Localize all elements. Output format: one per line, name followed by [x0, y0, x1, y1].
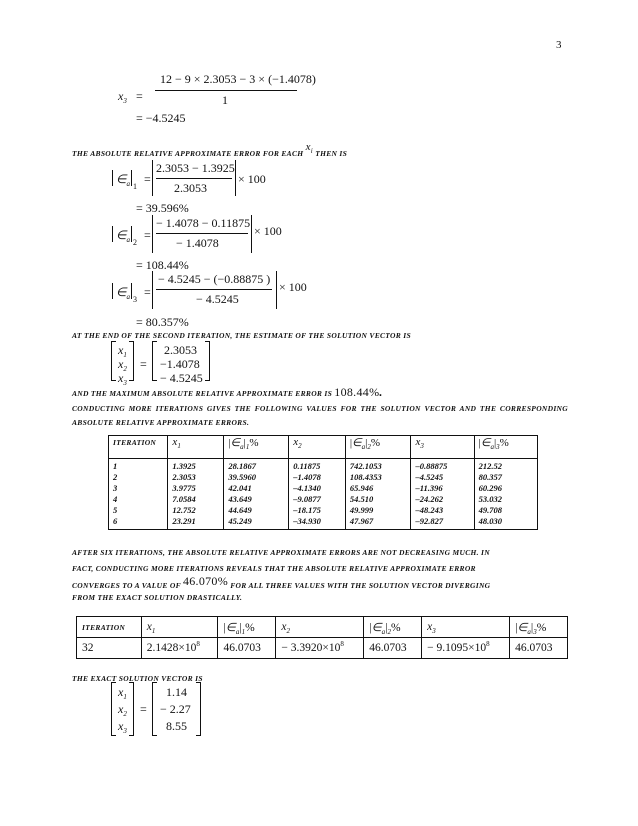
err2-label: $\in_a$ — [116, 228, 130, 244]
vec1-value-2: −1.4078 — [160, 357, 200, 371]
eq-x3-denominator: 1 — [222, 93, 228, 107]
fraction-bar — [156, 289, 272, 290]
eq-x3-lhs: $x_3$ — [118, 89, 127, 105]
err1-denominator: 2.3053 — [174, 181, 207, 195]
bracket-right — [205, 341, 210, 381]
err2-index: 2 — [133, 238, 137, 247]
header-iteration: ITERATION — [77, 617, 142, 638]
cell-x3: − $9.1095\times 10^8$ — [422, 638, 510, 659]
equals-sign: = — [144, 228, 151, 242]
table-row — [77, 638, 568, 659]
header-e2: $|\in_a|_2\%$ — [364, 617, 422, 638]
paragraph-more-iterations: CONDUCTING MORE ITERATIONS GIVES THE FOLLOWING VALUES FOR THE SOLUTION VECTOR AND THE CORRESPONDING ABSOLUTE RELATIVE APPROXIMATE ERRORS. — [72, 404, 568, 427]
bracket-left — [111, 341, 116, 381]
equals-sign: = — [144, 285, 151, 299]
fraction-bar — [156, 233, 248, 234]
col-e3: 212.52 80.357 60.296 53.032 49.708 48.030 — [474, 459, 537, 530]
vec1-x2: $x_2$ — [118, 357, 127, 373]
paragraph-six-iterations-2: FACT, CONDUCTING MORE ITERATIONS REVEALS THAT THE ABSOLUTE RELATIVE APPROXIMATE ERROR — [72, 564, 476, 573]
vec1-value-1: 2.3053 — [164, 343, 197, 357]
cell-x2: − $3.3920\times 10^8$ — [276, 638, 364, 659]
paragraph-max-error: AND THE MAXIMUM ABSOLUTE RELATIVE APPROXIMATE ERROR IS 108.44%. — [72, 385, 383, 399]
err3-result: = 80.357% — [136, 315, 189, 329]
cell-x1: $2.1428\times 10^8$ — [141, 638, 218, 659]
paragraph-second-iteration: AT THE END OF THE SECOND ITERATION, THE ESTIMATE OF THE SOLUTION VECTOR IS — [72, 331, 411, 340]
abs-bar — [152, 215, 153, 253]
vec2-equals: = — [140, 702, 147, 716]
bracket-left — [111, 682, 116, 736]
header-x3: $x_3$ — [411, 436, 474, 459]
header-x2: $x_2$ — [276, 617, 364, 638]
col-e1: 28.1867 39.5960 42.041 43.649 44.649 45.249 — [224, 459, 289, 530]
iteration-32-table — [76, 616, 568, 659]
err2-factor: × 100 — [254, 224, 282, 238]
paragraph-six-iterations-1: AFTER SIX ITERATIONS, THE ABSOLUTE RELATIVE APPROXIMATE ERRORS ARE NOT DECREASING MUCH. IN — [72, 548, 490, 557]
col-x2: 0.11875 –1.4078 –4.1340 –9.0877 –18.175 –34.930 — [289, 459, 346, 530]
paragraph-six-iterations-4: FROM THE EXACT SOLUTION DRASTICALLY. — [72, 593, 243, 602]
bracket-left — [152, 341, 157, 381]
eq-x3-equals: = — [136, 89, 143, 103]
cell-iteration: 32 — [77, 638, 142, 659]
vec2-x2: $x_2$ — [118, 702, 127, 718]
vec1-x1: $x_1$ — [118, 343, 127, 359]
bracket-right — [129, 341, 134, 381]
err1-result: = 39.596% — [136, 201, 189, 215]
header-e1: $|\in_a|_1\%$ — [218, 617, 276, 638]
vec2-value-1: 1.14 — [166, 685, 187, 699]
abs-bar — [276, 271, 277, 309]
err1-index: 1 — [133, 182, 137, 191]
fraction-bar — [155, 90, 297, 91]
cell-e1: 46.0703 — [218, 638, 276, 659]
eq-x3-numerator: 12 − 9 × 2.3053 − 3 × (−1.4078) — [160, 72, 316, 86]
cell-e3: 46.0703 — [510, 638, 568, 659]
err1-numerator: 2.3053 − 1.3925 — [156, 161, 235, 175]
header-e1: $|\in_a|_1\%$ — [224, 436, 289, 459]
max-error-value: 108.44% — [334, 385, 380, 399]
vec2-value-3: 8.55 — [166, 719, 187, 733]
col-iteration: 1 2 3 4 5 6 — [109, 459, 168, 530]
abs-bar — [131, 283, 132, 299]
abs-bar — [112, 283, 113, 299]
header-x3: $x_3$ — [422, 617, 510, 638]
vec2-x1: $x_1$ — [118, 685, 127, 701]
abs-bar — [112, 226, 113, 242]
header-iteration: ITERATION — [109, 436, 168, 459]
vec1-x3: $x_3$ — [118, 371, 127, 387]
vec2-x3: $x_3$ — [118, 719, 127, 735]
header-e2: $|\in_a|_2\%$ — [345, 436, 411, 459]
equals-sign: = — [144, 172, 151, 186]
err3-index: 3 — [133, 295, 137, 304]
err3-denominator: − 4.5245 — [196, 292, 239, 306]
paragraph-six-iterations-3: CONVERGES TO A VALUE OF 46.070% FOR ALL THREE VALUES WITH THE SOLUTION VECTOR DIVERGING — [72, 574, 491, 590]
abs-bar — [235, 160, 236, 196]
eq-x3-result: = −4.5245 — [136, 111, 186, 125]
err3-factor: × 100 — [279, 280, 307, 294]
header-x1: $x_1$ — [141, 617, 218, 638]
err2-denominator: − 1.4078 — [176, 236, 219, 250]
err2-result: = 108.44% — [136, 258, 189, 272]
col-x1: 1.3925 2.3053 3.9775 7.0584 12.752 23.291 — [168, 459, 224, 530]
err2-numerator: − 1.4078 − 0.11875 — [156, 216, 251, 230]
abs-bar — [152, 160, 153, 196]
bracket-left — [152, 682, 157, 736]
header-x2: $x_2$ — [289, 436, 346, 459]
abs-bar — [131, 170, 132, 186]
vec1-value-3: − 4.5245 — [160, 371, 203, 385]
table-header-row — [77, 617, 568, 638]
col-e2: 742.1053 108.4353 65.946 54.510 49.999 47.967 — [345, 459, 411, 530]
cell-e2: 46.0703 — [364, 638, 422, 659]
page-number: 3 — [556, 39, 562, 51]
paragraph-exact-solution: THE EXACT SOLUTION VECTOR IS — [72, 674, 203, 683]
err1-factor: × 100 — [238, 172, 266, 186]
abs-bar — [251, 215, 252, 253]
bracket-right — [129, 682, 134, 736]
bracket-right — [196, 682, 201, 736]
abs-bar — [131, 226, 132, 242]
table-body-row — [109, 459, 538, 530]
err3-label: $\in_a$ — [116, 285, 130, 301]
vec2-value-2: − 2.27 — [160, 702, 191, 716]
vec1-equals: = — [140, 357, 147, 371]
abs-bar — [152, 271, 153, 309]
abs-bar — [112, 170, 113, 186]
header-x1: $x_1$ — [168, 436, 224, 459]
err3-numerator: − 4.5245 − (−0.88875 ) — [158, 272, 271, 286]
header-e3: $|\in_a|_3\%$ — [474, 436, 537, 459]
err1-label: $\in_a$ — [116, 172, 130, 188]
iterations-table — [108, 435, 538, 530]
header-e3: $|\in_a|_3\%$ — [510, 617, 568, 638]
paragraph-error-intro: THE ABSOLUTE RELATIVE APPROXIMATE ERROR FOR EACH $x_i$ THEN IS — [72, 141, 348, 158]
fraction-bar — [156, 178, 232, 179]
table-header-row — [109, 436, 538, 459]
converged-error-value: 46.070% — [182, 574, 229, 588]
col-x3: –0.88875 –4.5245 –11.396 –24.262 –48.243 –92.827 — [411, 459, 474, 530]
